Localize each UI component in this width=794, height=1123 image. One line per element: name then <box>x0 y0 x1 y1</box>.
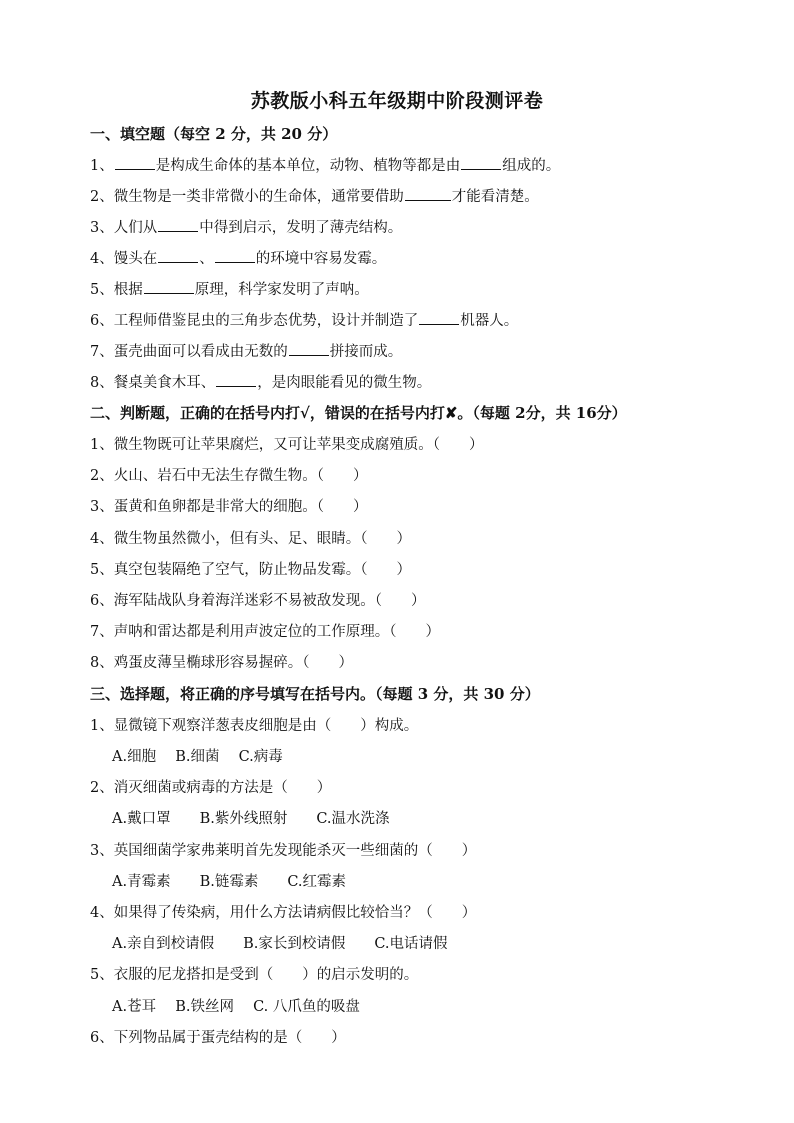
judge-question-8[interactable]: 8、鸡蛋皮薄呈椭球形容易握碎。（ ） <box>90 655 353 671</box>
choice-question-3[interactable]: 3、英国细菌学家弗莱明首先发现能杀灭一些细菌的（ ） <box>90 843 477 859</box>
judge-question-2[interactable]: 2、火山、岩石中无法生存微生物。（ ） <box>90 468 368 484</box>
fill-question-1 <box>90 155 560 176</box>
question-text: 7、蛋壳曲面可以看成由无数的 <box>90 344 288 360</box>
answer-blank[interactable] <box>405 186 451 201</box>
choice-options-5: A.苍耳 B.铁丝网 C. 八爪鱼的吸盘 <box>112 999 360 1015</box>
question-text: 的环境中容易发霉。 <box>255 251 387 267</box>
question-text: 是构成生命体的基本单位，动物、植物等都是由 <box>155 158 461 174</box>
choice-options-4: A.亲自到校请假 B.家长到校请假 C.电话请假 <box>112 936 448 952</box>
question-text: 、 <box>199 251 214 267</box>
choice-options-1: A.细胞 B.细菌 C.病毒 <box>112 749 283 765</box>
question-text: 5、根据 <box>90 282 143 298</box>
answer-blank[interactable] <box>216 372 256 387</box>
judge-question-4[interactable]: 4、微生物虽然微小，但有头、足、眼睛。（ ） <box>90 531 411 547</box>
choice-options-2: A.戴口罩 B.紫外线照射 C.温水洗涤 <box>112 811 390 827</box>
fill-question-4 <box>90 248 386 269</box>
choice-question-2[interactable]: 2、消灭细菌或病毒的方法是（ ） <box>90 780 332 796</box>
choice-question-5[interactable]: 5、衣服的尼龙搭扣是受到（ ）的启示发明的。 <box>90 967 419 983</box>
answer-blank[interactable] <box>215 248 255 263</box>
question-text: 机器人。 <box>460 313 519 329</box>
judge-question-3[interactable]: 3、蛋黄和鱼卵都是非常大的细胞。（ ） <box>90 499 368 515</box>
answer-blank[interactable] <box>461 155 501 170</box>
question-text: 原理，科学家发明了声呐。 <box>194 282 369 298</box>
question-text: 组成的。 <box>502 158 561 174</box>
question-text: 拼接而成。 <box>329 344 403 360</box>
answer-blank[interactable] <box>158 217 198 232</box>
answer-blank[interactable] <box>419 310 459 325</box>
question-text: 2、微生物是一类非常微小的生命体，通常要借助 <box>90 189 404 205</box>
answer-blank[interactable] <box>289 341 329 356</box>
section-fill-in-header: 一、填空题（每空 2 分，共 20 分） <box>90 125 338 143</box>
question-text: 中得到启示，发明了薄壳结构。 <box>199 220 403 236</box>
judge-question-7[interactable]: 7、声呐和雷达都是利用声波定位的工作原理。（ ） <box>90 624 440 640</box>
question-text: ，是肉眼能看见的微生物。 <box>257 375 432 391</box>
judge-question-1[interactable]: 1、微生物既可让苹果腐烂，又可让苹果变成腐殖质。（ ） <box>90 437 484 453</box>
page-title: 苏教版小科五年级期中阶段测评卷 <box>250 90 544 112</box>
fill-question-8 <box>90 372 431 393</box>
question-text: 8、餐桌美食木耳、 <box>90 375 216 391</box>
fill-question-6 <box>90 310 518 331</box>
answer-blank[interactable] <box>115 155 155 170</box>
question-text: 4、馒头在 <box>90 251 158 267</box>
fill-question-7 <box>90 341 402 362</box>
choice-question-6[interactable]: 6、下列物品属于蛋壳结构的是（ ） <box>90 1030 346 1046</box>
question-text: 1、 <box>90 158 114 174</box>
section-choice-header: 三、选择题，将正确的序号填写在括号内。（每题 3 分，共 30 分） <box>90 685 540 703</box>
judge-question-6[interactable]: 6、海军陆战队身着海洋迷彩不易被敌发现。（ ） <box>90 593 426 609</box>
question-text: 才能看清楚。 <box>451 189 539 205</box>
choice-question-1[interactable]: 1、显微镜下观察洋葱表皮细胞是由（ ）构成。 <box>90 718 419 734</box>
answer-blank[interactable] <box>144 279 194 294</box>
choice-options-3: A.青霉素 B.链霉素 C.红霉素 <box>112 874 347 890</box>
answer-blank[interactable] <box>158 248 198 263</box>
judge-question-5[interactable]: 5、真空包装隔绝了空气，防止物品发霉。（ ） <box>90 562 411 578</box>
section-true-false-header: 二、判断题，正确的在括号内打√，错误的在括号内打✘。（每题 2分，共 16分） <box>90 404 627 422</box>
fill-question-2 <box>90 186 539 207</box>
question-text: 3、人们从 <box>90 220 158 236</box>
choice-question-4[interactable]: 4、如果得了传染病，用什么方法请病假比较恰当？（ ） <box>90 905 477 921</box>
fill-question-5 <box>90 279 369 300</box>
fill-question-3 <box>90 217 402 238</box>
question-text: 6、工程师借鉴昆虫的三角步态优势，设计并制造了 <box>90 313 419 329</box>
